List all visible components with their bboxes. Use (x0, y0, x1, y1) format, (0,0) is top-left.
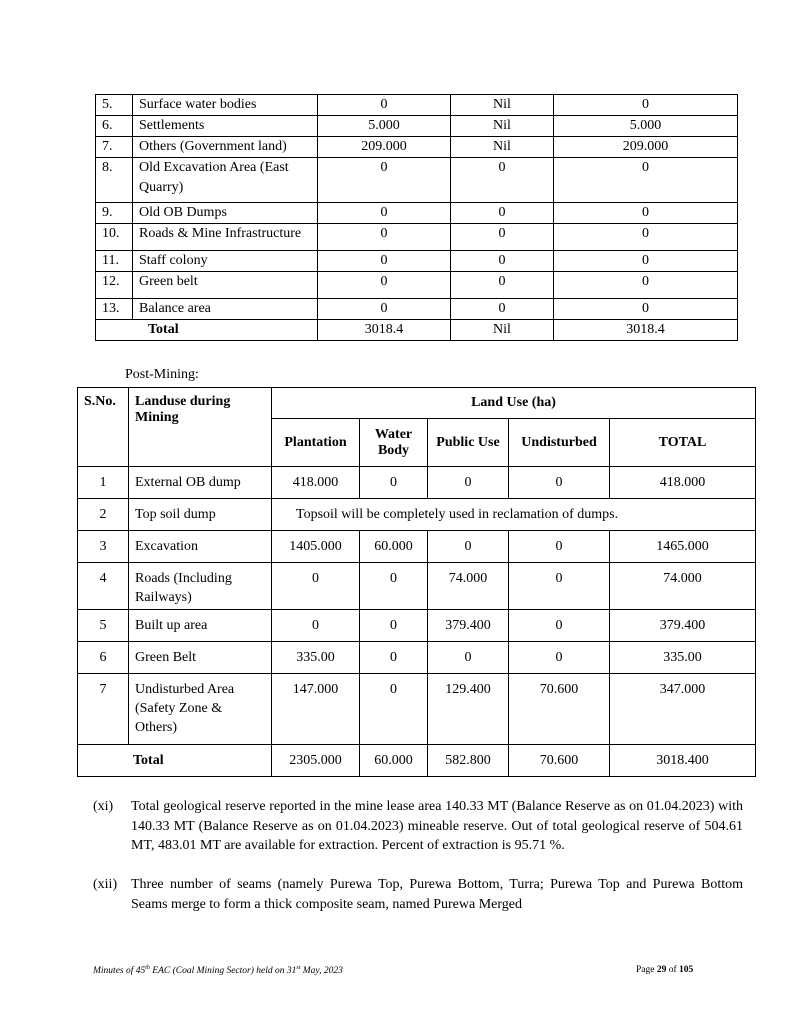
cell-c2: Nil (451, 95, 554, 116)
pre-mining-land-use-table (95, 94, 738, 341)
cell-c2: 0 (451, 224, 554, 251)
table-row (78, 642, 756, 674)
table-row (78, 499, 756, 531)
cell-item: Others (Government land) (133, 137, 318, 158)
total-value: 582.800 (428, 745, 509, 777)
paragraph-xi (93, 797, 743, 856)
footer-page-number: Page 29 of 105 (636, 965, 694, 975)
cell-item: Surface water bodies (133, 95, 318, 116)
table-row (96, 137, 738, 158)
table-row (96, 158, 738, 203)
cell-c3: 209.000 (554, 137, 738, 158)
table-row (96, 203, 738, 224)
cell-c2: Nil (451, 137, 554, 158)
total-label: Total (96, 320, 318, 341)
table-row (78, 563, 756, 610)
cell-c2: 0 (451, 158, 554, 203)
cell-c3: 0 (554, 203, 738, 224)
total-c2: Nil (451, 320, 554, 341)
header-land-use-group: Land Use (ha) (272, 388, 756, 419)
cell-value: 0 (360, 674, 428, 745)
cell-c2: 0 (451, 299, 554, 320)
cell-c3: 0 (554, 272, 738, 299)
cell-value: 0 (360, 610, 428, 642)
cell-value: 0 (428, 642, 509, 674)
cell-sno: 2 (78, 499, 129, 531)
cell-value: 335.00 (272, 642, 360, 674)
cell-sn: 8. (96, 158, 133, 203)
total-row (96, 320, 738, 341)
cell-sn: 10. (96, 224, 133, 251)
header-plantation: Plantation (272, 419, 360, 467)
cell-value: 418.000 (610, 467, 756, 499)
cell-sno: 5 (78, 610, 129, 642)
cell-item: Old OB Dumps (133, 203, 318, 224)
total-value: 60.000 (360, 745, 428, 777)
cell-c1: 0 (318, 203, 451, 224)
total-row (78, 745, 756, 777)
cell-sno: 7 (78, 674, 129, 745)
cell-value: 147.000 (272, 674, 360, 745)
total-value: 2305.000 (272, 745, 360, 777)
cell-c3: 0 (554, 224, 738, 251)
cell-sno: 6 (78, 642, 129, 674)
cell-value: 335.00 (610, 642, 756, 674)
table-row (78, 674, 756, 745)
cell-c2: Nil (451, 116, 554, 137)
cell-sn: 7. (96, 137, 133, 158)
cell-value: 0 (360, 563, 428, 610)
cell-c1: 5.000 (318, 116, 451, 137)
cell-value: 0 (428, 467, 509, 499)
table-row (78, 610, 756, 642)
cell-item: Balance area (133, 299, 318, 320)
header-water-body: Water Body (360, 419, 428, 467)
cell-value: 379.400 (610, 610, 756, 642)
cell-item: Roads & Mine Infrastructure (133, 224, 318, 251)
cell-c3: 0 (554, 158, 738, 203)
table-row (96, 116, 738, 137)
paragraph-text: Three number of seams (namely Purewa Top, Purewa Bottom, Turra; Purewa Top and Purewa Bottom Seams merge to form a thick composite seam, named Purewa Merged (131, 877, 743, 912)
cell-sn: 12. (96, 272, 133, 299)
cell-sno: 4 (78, 563, 129, 610)
cell-c1: 0 (318, 251, 451, 272)
cell-c2: 0 (451, 272, 554, 299)
cell-c1: 0 (318, 224, 451, 251)
table-row (96, 224, 738, 251)
total-c3: 3018.4 (554, 320, 738, 341)
cell-value: 0 (509, 642, 610, 674)
paragraph-text: Total geological reserve reported in the mine lease area 140.33 MT (Balance Reserve as on 01.04.2023) with 140.33 MT (Balance Reserve as on 01.04.2023) mineable reserve. Out of total geological reserve of 504.61 MT, 483.01 MT are available for extraction. Percent of extraction is 95.71 %. (131, 799, 743, 853)
table-row (96, 251, 738, 272)
header-sno: S.No. (78, 388, 129, 467)
cell-landuse: Green Belt (129, 642, 272, 674)
table-row (96, 272, 738, 299)
header-public-use: Public Use (428, 419, 509, 467)
post-mining-label: Post-Mining: (125, 367, 199, 382)
post-mining-land-use-table (77, 387, 756, 777)
cell-item: Staff colony (133, 251, 318, 272)
paragraph-number: (xii) (93, 877, 118, 892)
cell-landuse: External OB dump (129, 467, 272, 499)
cell-value: 0 (272, 563, 360, 610)
cell-c3: 0 (554, 95, 738, 116)
cell-landuse: Top soil dump (129, 499, 272, 531)
cell-value: 0 (360, 467, 428, 499)
cell-item: Old Excavation Area (East Quarry) (133, 158, 318, 203)
cell-sn: 13. (96, 299, 133, 320)
cell-note: Topsoil will be completely used in reclamation of dumps. (272, 499, 756, 531)
cell-value: 70.600 (509, 674, 610, 745)
header-undisturbed: Undisturbed (509, 419, 610, 467)
cell-c3: 0 (554, 251, 738, 272)
cell-c1: 0 (318, 272, 451, 299)
cell-c3: 5.000 (554, 116, 738, 137)
paragraph-xii (93, 875, 743, 914)
cell-value: 1465.000 (610, 531, 756, 563)
total-value: 3018.400 (610, 745, 756, 777)
cell-value: 0 (428, 531, 509, 563)
cell-value: 0 (509, 531, 610, 563)
cell-value: 0 (272, 610, 360, 642)
cell-c1: 209.000 (318, 137, 451, 158)
cell-sn: 6. (96, 116, 133, 137)
header-landuse: Landuse during Mining (129, 388, 272, 467)
cell-c1: 0 (318, 299, 451, 320)
cell-value: 1405.000 (272, 531, 360, 563)
cell-sn: 5. (96, 95, 133, 116)
cell-sn: 9. (96, 203, 133, 224)
cell-landuse: Excavation (129, 531, 272, 563)
header-total: TOTAL (610, 419, 756, 467)
cell-landuse: Undisturbed Area (Safety Zone & Others) (129, 674, 272, 745)
paragraph-number: (xi) (93, 799, 114, 814)
cell-value: 60.000 (360, 531, 428, 563)
cell-value: 0 (509, 467, 610, 499)
table-row (96, 299, 738, 320)
table-row (78, 467, 756, 499)
cell-item: Settlements (133, 116, 318, 137)
cell-c3: 0 (554, 299, 738, 320)
cell-value: 418.000 (272, 467, 360, 499)
cell-item: Green belt (133, 272, 318, 299)
table-row (96, 95, 738, 116)
cell-value: 0 (509, 563, 610, 610)
total-c1: 3018.4 (318, 320, 451, 341)
cell-sno: 3 (78, 531, 129, 563)
cell-landuse: Roads (Including Railways) (129, 563, 272, 610)
cell-value: 129.400 (428, 674, 509, 745)
cell-sn: 11. (96, 251, 133, 272)
cell-value: 74.000 (428, 563, 509, 610)
cell-c1: 0 (318, 158, 451, 203)
cell-value: 0 (509, 610, 610, 642)
cell-sno: 1 (78, 467, 129, 499)
cell-value: 379.400 (428, 610, 509, 642)
footer-meeting-title: Minutes of 45th EAC (Coal Mining Sector) held on 31st May, 2023 (93, 965, 343, 977)
cell-value: 347.000 (610, 674, 756, 745)
cell-landuse: Built up area (129, 610, 272, 642)
total-label: Total (78, 745, 272, 777)
table-row (78, 531, 756, 563)
cell-c2: 0 (451, 203, 554, 224)
cell-value: 74.000 (610, 563, 756, 610)
total-value: 70.600 (509, 745, 610, 777)
cell-c1: 0 (318, 95, 451, 116)
cell-c2: 0 (451, 251, 554, 272)
cell-value: 0 (360, 642, 428, 674)
